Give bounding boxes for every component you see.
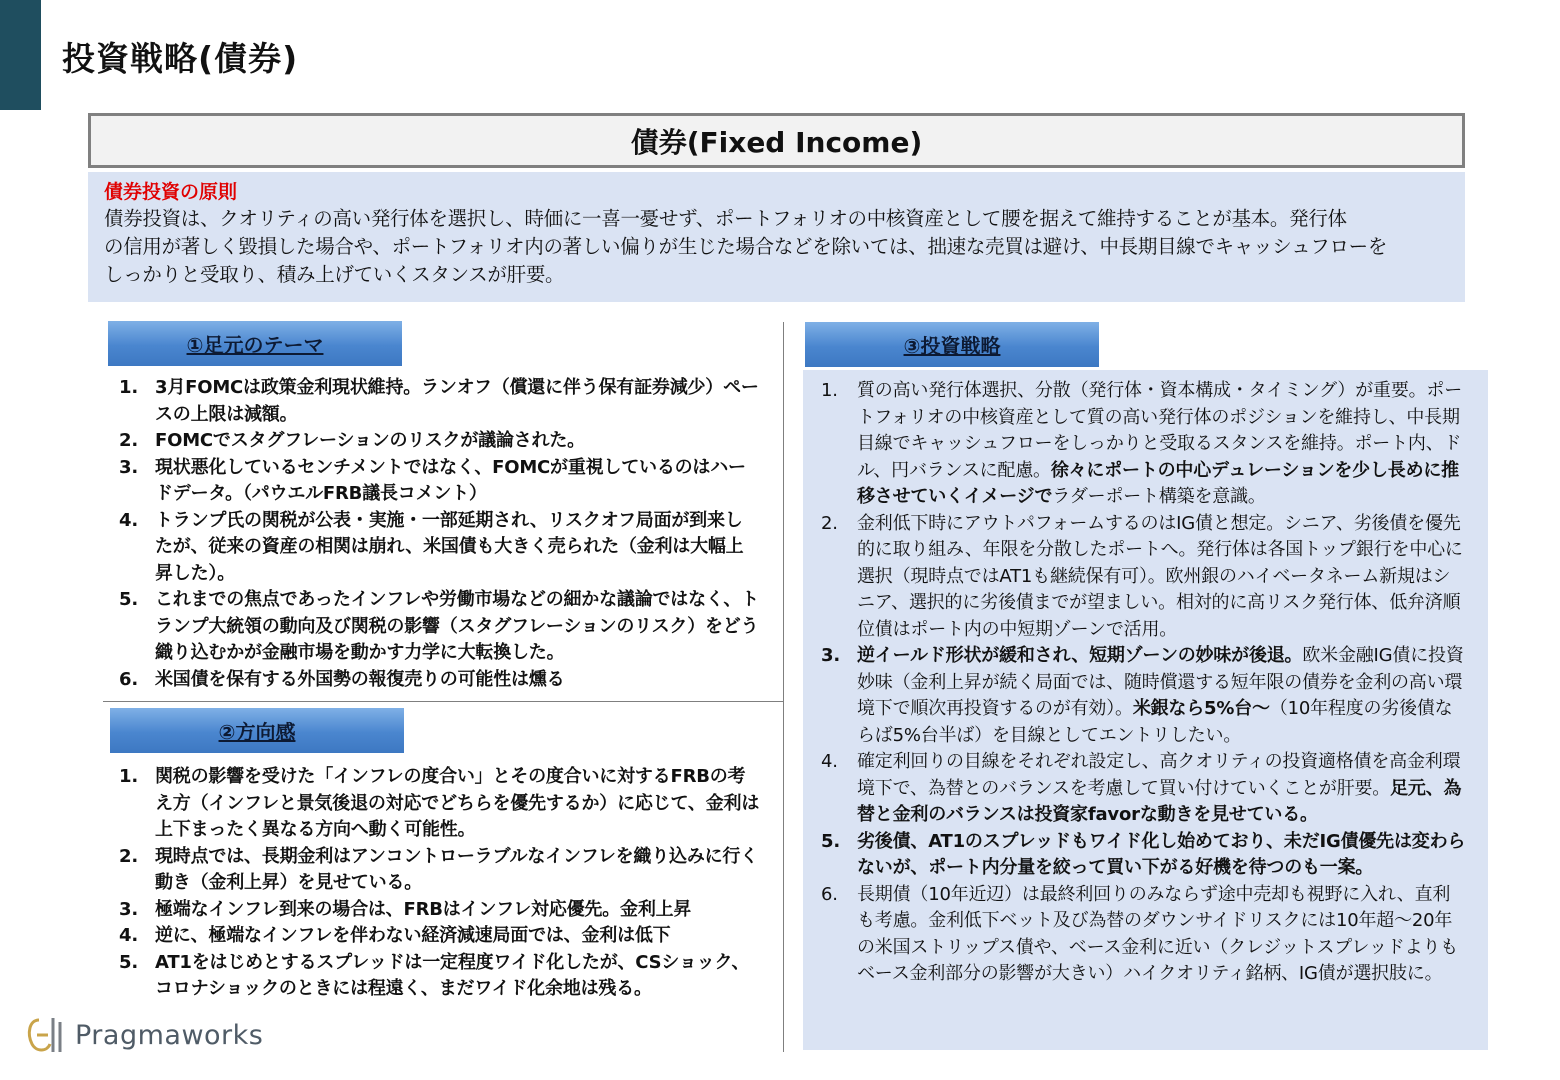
themes-item-text: 3月FOMCは政策金利現状維持。ランオフ（償還に伴う保有証券減少）ペースの上限は減額。: [155, 377, 759, 425]
section-title: 債券(Fixed Income): [630, 125, 923, 159]
strategy-item-text-bold: 劣後債、AT1のスプレッドもワイド化し始めており、未だIG債優先は変わらないが、ポート内分量を絞って買い下がる好機を待つのも一案。: [857, 830, 1466, 878]
direction-item-text: 現時点では、長期金利はアンコントローラブルなインフレを織り込みに行く動き（金利上昇）を見せている。: [155, 845, 759, 893]
direction-list: [115, 764, 760, 1003]
column-divider: [783, 322, 784, 1052]
pragmaworks-logo-icon: [23, 1014, 69, 1056]
principle-box: [88, 172, 1465, 302]
themes-item-number: 4.: [119, 509, 138, 531]
pragmaworks-logo: [23, 1014, 263, 1056]
themes-item-number: 6.: [119, 668, 138, 690]
page-title: 投資戦略(債券): [62, 39, 299, 78]
direction-item-number: 5.: [119, 951, 138, 973]
strategy-item-text: （10年程度の劣後債ならば5%台半ば）を目線としてエントリしたい。: [857, 698, 1453, 746]
strategy-item-number: 1.: [821, 380, 838, 401]
principle-text: 債券投資は、クオリティの高い発行体を選択し、時価に一喜一憂せず、ポートフォリオの中核資産として腰を据えて維持することが基本。発行体 の信用が著しく毀損した場合や、ポートフォリオ内の著しい偏りが生じた場合などを除いては、拙速な売買は避け、中長期目線でキャッシュフローを しっかりと受取り、積み上げていくスタンスが肝要。: [104, 207, 1388, 286]
direction-item: [115, 764, 760, 844]
themes-item-text: トランプ氏の関税が公表・実施・一部延期され、リスクオフ局面が到来したが、従来の資産の相関は崩れ、米国債も大きく売られた（金利は大幅上昇した）。: [155, 509, 744, 584]
themes-item: [115, 375, 760, 428]
strategy-item-text: 確定利回りの目線をそれぞれ設定し、高クオリティの投資適格債を高金利環境下で、為替とのバランスを考慮して買い付けていくことが肝要。: [857, 751, 1461, 799]
strategy-item: [817, 378, 1467, 511]
strategy-item-text: 金利低下時にアウトパフォームするのはIG債と想定。シニア、劣後債を優先的に取り組み、年限を分散したポートへ。発行体は各国トップ銀行を中心に選択（現時点ではAT1も継続保有可）。欧州銀のハイベータネーム新規はシニア、選択的に劣後債までが望ましい。相対的に高リスク発行体、低弁済順位債はポート内の中短期ゾーンで活用。: [857, 512, 1463, 640]
direction-item-number: 2.: [119, 845, 138, 867]
direction-item-number: 3.: [119, 898, 138, 920]
direction-heading-tab: [110, 708, 404, 753]
strategy-item-number: 2.: [821, 512, 838, 534]
strategy-item-number: 5.: [821, 830, 840, 852]
strategy-list: [817, 378, 1467, 988]
strategy-item: [817, 511, 1467, 644]
strategy-item-text-bold: 足元、為替と金利のバランスは投資家favorな動きを見せている。: [857, 777, 1462, 825]
left-column-divider: [103, 701, 783, 702]
themes-list: [115, 375, 760, 693]
strategy-heading-tab: [805, 322, 1099, 367]
themes-item-text: FOMCでスタグフレーションのリスクが議論された。: [155, 430, 585, 451]
themes-item-number: 2.: [119, 430, 138, 451]
logo-text: Pragmaworks: [75, 1019, 264, 1051]
direction-item-text: 極端なインフレ到来の場合は、FRBはインフレ対応優先。金利上昇: [155, 898, 692, 920]
strategy-item-text-bold: 徐々にポートの中心デュレーションを少し長めに推移させていくイメージで: [857, 459, 1459, 507]
themes-item: [115, 455, 760, 508]
themes-heading-tab: [108, 321, 402, 366]
strategy-item-text: 長期債（10年近辺）は最終利回りのみならず途中売却も視野に入れ、直利も考慮。金利低下ベット及び為替のダウンサイドリスクには10年超～20年の米国ストリップス債や、ベース金利に近い（クレジットスプレッドよりもベース金利部分の影響が大きい）ハイクオリティ銘柄、IG債が選択肢に。: [857, 883, 1458, 984]
themes-item-text: 米国債を保有する外国勢の報復売りの可能性は燻る: [155, 668, 565, 690]
strategy-item-number: 6.: [821, 883, 838, 905]
strategy-item: [817, 749, 1467, 829]
themes-item-number: 1.: [119, 377, 138, 398]
strategy-item-number: 3.: [821, 645, 840, 666]
strategy-item: [817, 829, 1467, 882]
themes-item-number: 3.: [119, 456, 138, 478]
title-accent-bar: [0, 0, 41, 110]
direction-item: [115, 923, 760, 950]
strategy-heading: ③投資戦略: [903, 334, 1001, 358]
strategy-item: [817, 882, 1467, 988]
strategy-item-text: 質の高い発行体選択、分散（発行体・資本構成・タイミング）が重要。ポートフォリオの中核資産として質の高い発行体のポジションを維持し、中長期目線でキャッシュフローをしっかりと受取るスタンスを維持。ポート内、ドル、円バランスに配慮。: [857, 380, 1463, 481]
direction-item-text: AT1をはじめとするスプレッドは一定程度ワイド化したが、CSショック、コロナショックのときには程遠く、まだワイド化余地は残る。: [155, 951, 750, 999]
strategy-item-text: ラダーポート構築を意識。: [1052, 486, 1266, 507]
direction-item: [115, 844, 760, 897]
strategy-item-text: 欧米金融IG債に投資妙味（金利上昇が続く局面では、随時償還する短年限の債券を金利の高い環境下で順次再投資するのが有効）。: [857, 645, 1464, 719]
strategy-item-text-bold: 逆イールド形状が緩和され、短期ゾーンの妙味が後退。: [857, 645, 1303, 666]
themes-heading: ①足元のテーマ: [186, 333, 324, 357]
themes-item: [115, 667, 760, 694]
themes-item: [115, 587, 760, 667]
principle-title: 債券投資の原則: [104, 181, 238, 203]
strategy-item-number: 4.: [821, 751, 838, 772]
themes-item-number: 5.: [119, 589, 138, 610]
direction-item: [115, 950, 760, 1003]
direction-item-text: 逆に、極端なインフレを伴わない経済減速局面では、金利は低下: [155, 925, 671, 946]
direction-item: [115, 897, 760, 924]
direction-heading: ②方向感: [218, 720, 296, 744]
section-header: [88, 113, 1465, 168]
themes-item-text: 現状悪化しているセンチメントではなく、FOMCが重視しているのはハードデータ。（パウエルFRB議長コメント）: [155, 456, 746, 504]
themes-item-text: これまでの焦点であったインフレや労働市場などの細かな議論ではなく、トランプ大統領の動向及び関税の影響（スタグフレーションのリスク）をどう織り込むかが金融市場を動かす力学に大転換した。: [155, 589, 759, 663]
direction-item-text: 関税の影響を受けた「インフレの度合い」とその度合いに対するFRBの考え方（インフレと景気後退の対応でどちらを優先するか）に応じて、金利は上下まったく異なる方向へ動く可能性。: [155, 766, 760, 840]
themes-item: [115, 428, 760, 455]
strategy-item: [817, 643, 1467, 749]
strategy-panel: [803, 370, 1488, 1050]
themes-item: [115, 508, 760, 588]
direction-item-number: 4.: [119, 925, 138, 946]
direction-item-number: 1.: [119, 766, 138, 787]
strategy-item-text-bold: 米銀なら5%台～: [1132, 698, 1270, 719]
